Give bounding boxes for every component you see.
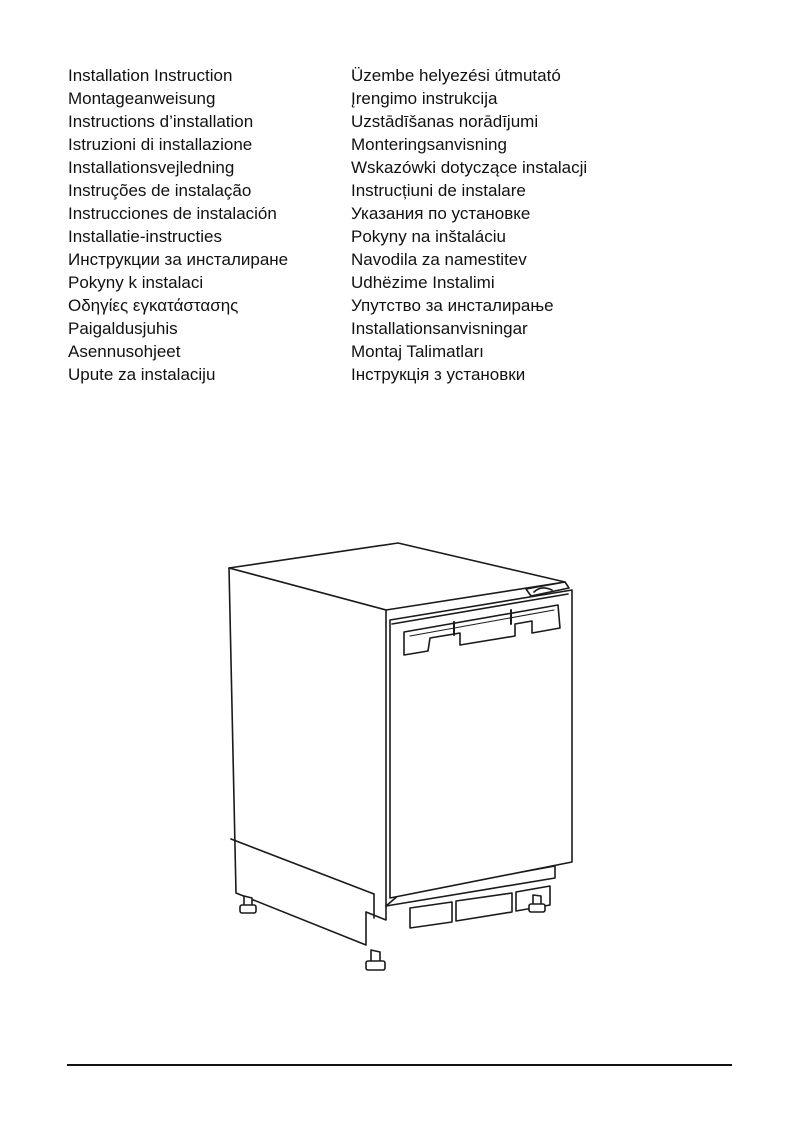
title-latvian: Uzstādīšanas norādījumi <box>351 112 539 131</box>
title-turkish: Montaj Talimatları <box>351 342 484 361</box>
built-in-fridge-illustration <box>222 537 582 977</box>
title-french: Instructions d’installation <box>68 112 254 131</box>
title-ukrainian: Інструкція з установки <box>351 365 526 384</box>
titles-left-column <box>68 64 288 386</box>
title-estonian: Paigaldusjuhis <box>68 319 178 338</box>
title-lithuanian: Įrengimo instrukcija <box>351 89 498 108</box>
title-spanish: Instrucciones de instalación <box>68 204 277 223</box>
title-dutch: Installatie-instructies <box>68 227 223 246</box>
title-polish: Wskazówki dotyczące instalacji <box>351 158 588 177</box>
title-russian: Указания по установке <box>351 204 531 223</box>
bottom-divider-line <box>67 1064 732 1066</box>
title-romanian: Instrucțiuni de instalare <box>351 181 526 200</box>
title-danish: Installationsvejledning <box>68 158 235 177</box>
title-czech: Pokyny k instalaci <box>68 273 204 292</box>
title-italian: Istruzioni di installazione <box>68 135 253 154</box>
title-portuguese: Instruções de instalação <box>68 181 252 200</box>
title-slovak: Pokyny na inštaláciu <box>351 227 506 246</box>
titles-right-column <box>351 64 587 386</box>
cabinet-side <box>229 568 386 945</box>
title-english: Installation Instruction <box>68 66 233 85</box>
title-croatian: Upute za instalaciju <box>68 365 216 384</box>
title-german: Montageanweisung <box>68 89 216 108</box>
title-albanian: Udhëzime Instalimi <box>351 273 495 292</box>
title-serbian: Упутство за инсталирање <box>351 296 554 315</box>
title-slovenian: Navodila za namestitev <box>351 250 527 269</box>
title-swedish: Installationsanvisningar <box>351 319 528 338</box>
title-hungarian: Üzembe helyezési útmutató <box>351 66 561 85</box>
title-norwegian: Monteringsanvisning <box>351 135 507 154</box>
title-greek: Οδηγίες εγκατάστασης <box>68 296 239 315</box>
title-bulgarian: Инструкции за инсталиране <box>68 250 289 269</box>
title-finnish: Asennusohjeet <box>68 342 181 361</box>
